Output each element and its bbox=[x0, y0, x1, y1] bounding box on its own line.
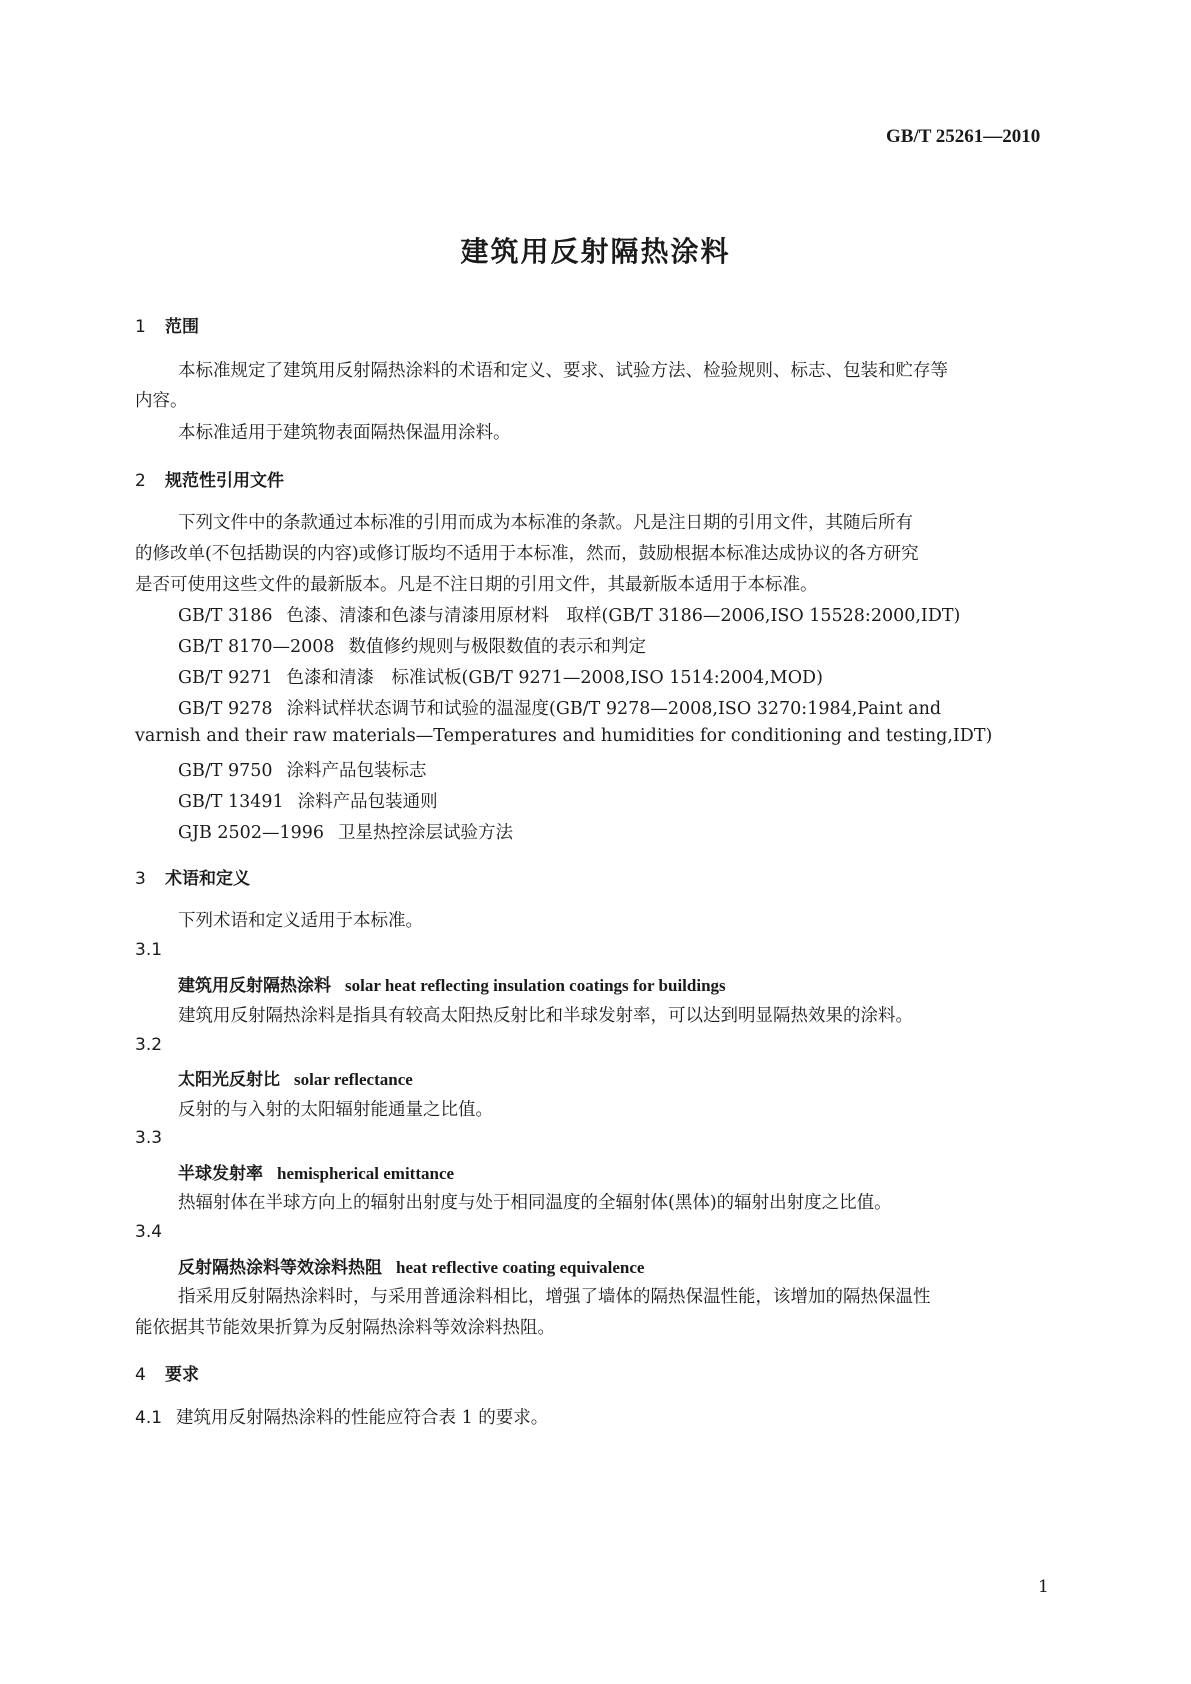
reference-continuation: varnish and their raw materials—Temperatures and humidities for conditioning and testing,IDT) bbox=[135, 726, 993, 746]
paragraph-line: 本标准规定了建筑用反射隔热涂料的术语和定义、要求、试验方法、检验规则、标志、包装和贮存等 bbox=[178, 361, 948, 381]
term-definition: 建筑用反射隔热涂料是指具有较高太阳热反射比和半球发射率，可以达到明显隔热效果的涂料。 bbox=[178, 1006, 913, 1026]
reference-item bbox=[178, 602, 960, 627]
section-4-heading bbox=[135, 1360, 199, 1385]
clause-text: 建筑用反射隔热涂料的性能应符合表 1 的要求。 bbox=[176, 1408, 549, 1428]
term-number: 3.3 bbox=[135, 1128, 163, 1148]
term-number: 3.2 bbox=[135, 1035, 163, 1055]
section-number: 1 bbox=[135, 317, 146, 337]
reference-title: 数值修约规则与极限数值的表示和判定 bbox=[348, 637, 647, 657]
reference-code: GB/T 9271 bbox=[178, 668, 273, 688]
term-en: solar reflectance bbox=[294, 1070, 413, 1089]
reference-code: GB/T 9278 bbox=[178, 699, 273, 719]
term-heading bbox=[178, 1159, 454, 1184]
term-zh: 半球发射率 bbox=[178, 1164, 263, 1184]
reference-code: GJB 2502—1996 bbox=[178, 823, 324, 843]
reference-code: GB/T 8170—2008 bbox=[178, 637, 335, 657]
term-zh: 太阳光反射比 bbox=[178, 1070, 280, 1090]
term-zh: 建筑用反射隔热涂料 bbox=[178, 976, 331, 996]
reference-code: GB/T 13491 bbox=[178, 792, 284, 812]
paragraph-line: 是否可使用这些文件的最新版本。凡是不注日期的引用文件，其最新版本适用于本标准。 bbox=[135, 575, 818, 595]
reference-title: 色漆和清漆 标准试板(GB/T 9271—2008,ISO 1514:2004,MOD) bbox=[286, 668, 823, 688]
section-number: 4 bbox=[135, 1365, 146, 1385]
document-title: 建筑用反射隔热涂料 bbox=[460, 235, 731, 268]
reference-item bbox=[178, 633, 646, 658]
term-en: heat reflective coating equivalence bbox=[396, 1258, 645, 1277]
term-definition: 指采用反射隔热涂料时，与采用普通涂料相比，增强了墙体的隔热保温性能，该增加的隔热保温性 bbox=[178, 1287, 931, 1307]
standard-code: GB/T 25261—2010 bbox=[886, 126, 1041, 147]
reference-item bbox=[178, 664, 823, 689]
section-2-heading bbox=[135, 466, 284, 491]
reference-item bbox=[178, 695, 941, 720]
section-title: 术语和定义 bbox=[165, 869, 250, 889]
term-heading bbox=[178, 971, 726, 996]
reference-title: 涂料产品包装通则 bbox=[297, 792, 438, 812]
reference-item bbox=[178, 757, 427, 782]
section-1-heading bbox=[135, 312, 199, 337]
term-zh: 反射隔热涂料等效涂料热阻 bbox=[178, 1258, 382, 1278]
term-en: solar heat reflecting insulation coatings for buildings bbox=[345, 976, 726, 995]
section-number: 3 bbox=[135, 869, 146, 889]
paragraph: 本标准适用于建筑物表面隔热保温用涂料。 bbox=[178, 423, 511, 443]
page-number: 1 bbox=[1038, 1577, 1049, 1597]
section-title: 范围 bbox=[165, 317, 199, 337]
section-3-heading bbox=[135, 864, 250, 889]
clause bbox=[135, 1404, 548, 1429]
term-number: 3.4 bbox=[135, 1222, 163, 1242]
section-number: 2 bbox=[135, 471, 146, 491]
paragraph: 下列术语和定义适用于本标准。 bbox=[178, 911, 423, 931]
paragraph-line: 内容。 bbox=[135, 391, 188, 411]
term-definition: 能依据其节能效果折算为反射隔热涂料等效涂料热阻。 bbox=[135, 1318, 555, 1338]
reference-title: 涂料产品包装标志 bbox=[286, 761, 427, 781]
paragraph-line: 下列文件中的条款通过本标准的引用而成为本标准的条款。凡是注日期的引用文件，其随后所有 bbox=[178, 513, 913, 533]
reference-title: 色漆、清漆和色漆与清漆用原材料 取样(GB/T 3186—2006,ISO 15528:2000,IDT) bbox=[286, 606, 961, 626]
term-heading bbox=[178, 1253, 644, 1278]
section-title: 规范性引用文件 bbox=[165, 471, 284, 491]
reference-item bbox=[178, 788, 438, 813]
term-number: 3.1 bbox=[135, 940, 163, 960]
section-title: 要求 bbox=[165, 1365, 199, 1385]
reference-title: 卫星热控涂层试验方法 bbox=[338, 823, 513, 843]
reference-code: GB/T 3186 bbox=[178, 606, 273, 626]
term-definition: 反射的与入射的太阳辐射能通量之比值。 bbox=[178, 1100, 493, 1120]
term-definition: 热辐射体在半球方向上的辐射出射度与处于相同温度的全辐射体(黑体)的辐射出射度之比值。 bbox=[178, 1193, 892, 1213]
reference-item bbox=[178, 819, 513, 844]
term-heading bbox=[178, 1065, 413, 1090]
term-en: hemispherical emittance bbox=[277, 1164, 455, 1183]
reference-title: 涂料试样状态调节和试验的温湿度(GB/T 9278—2008,ISO 3270:1984,Paint and bbox=[286, 699, 942, 719]
paragraph-line: 的修改单(不包括勘误的内容)或修订版均不适用于本标准，然而，鼓励根据本标准达成协议的各方研究 bbox=[135, 544, 919, 564]
clause-number: 4.1 bbox=[135, 1408, 163, 1428]
reference-code: GB/T 9750 bbox=[178, 761, 273, 781]
